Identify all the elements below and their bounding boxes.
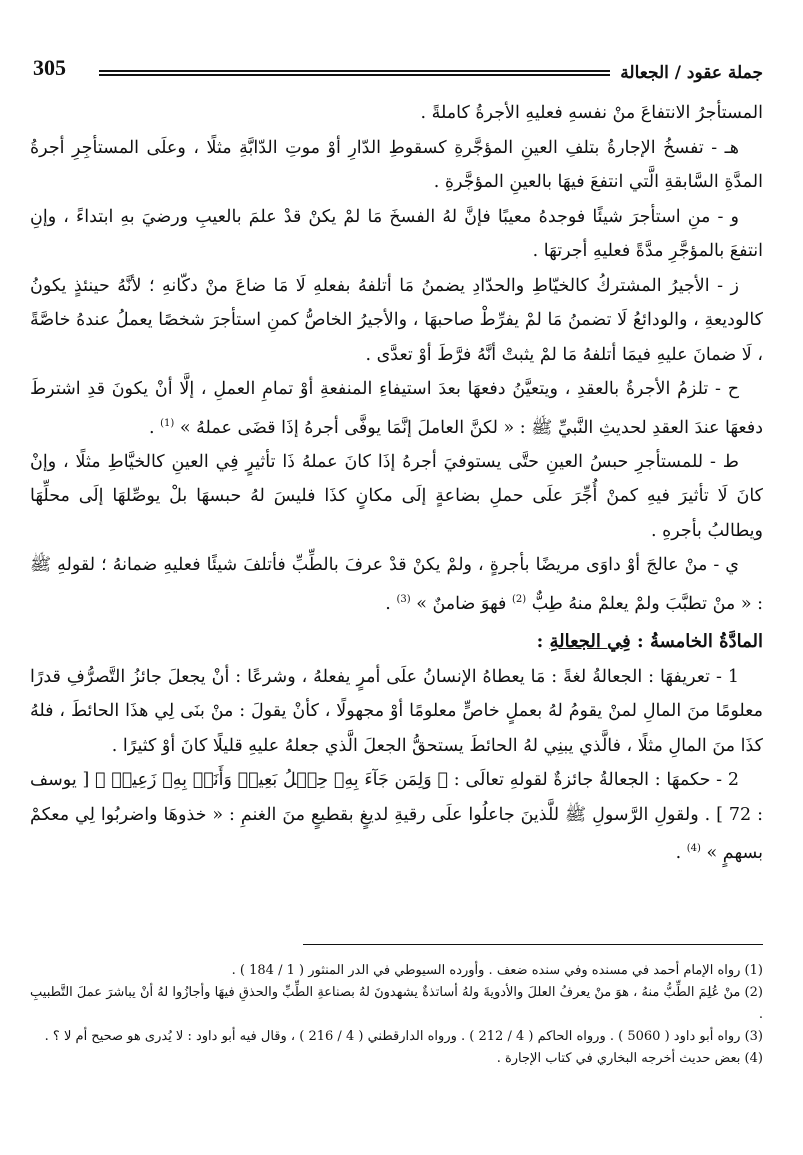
paragraph-zay: ز - الأجيرُ المشتركُ كالخيّاطِ والحدّادِ يضمنُ مَا أتلفهُ بفعلهِ لَا مَا ضاعَ منْ دكّانهِ ؛ لأنَّهُ حينئذٍ يكونُ كالوديعةِ ، والودائعُ لَا تضمنُ مَا لمْ يفرِّطْ صاحبهَا ، والأجيرُ الخاصُّ كمنِ استأجرَ شخصًا يعملُ عندهُ خاصَّةً ، لَا ضمانَ عليهِ فيمَا أتلفهُ مَا لمْ يثبتْ أنَّهُ فرَّطَ أوْ تعدَّى . bbox=[30, 275, 763, 365]
paragraph-ha2 bbox=[30, 372, 763, 445]
paragraph-tah: ط - للمستأجرِ حبسُ العينِ حتَّى يستوفيَ أجرهُ إذَا كانَ عملهُ ذَا تأثيرٍ فِي العينِ كالخيَّاطِ مثلًا ، وإنْ كانَ لَا تأثيرَ فيهِ كمنْ أُجِّرَ علَى حملِ بضاعةٍ إلَى مكانٍ كذَا فليسَ لهُ حبسهَا بلْ يوصِّلهَا إلَى محلِّهَا ويطالبُ بأجرهِ . bbox=[30, 451, 763, 541]
heading-end: : bbox=[536, 631, 550, 653]
footnote-ref[interactable]: (3) bbox=[396, 593, 411, 605]
page-number: 305 bbox=[33, 55, 66, 80]
paragraph-end: . bbox=[675, 842, 687, 863]
header-rule bbox=[99, 70, 610, 76]
paragraph-definition: 1 - تعريفهَا : الجعالةُ لغةً : مَا يعطاهُ الإنسانُ علَى أمرٍ يفعلهُ ، وشرعًا : أنْ يجعلَ جائزُ التَّصرُّفِ قدرًا معلومًا منَ المالِ لمنْ يقومُ لهُ بعملٍ خاصٍّ معلومًا أوْ مجهولًا ، كأنْ يقولَ : منْ بنَى لِي هذَا الحائطَ ، فلهُ كذَا منَ المالِ مثلًا ، فالَّذي يبنِي لهُ الحائطَ يستحقُّ الجعلَ الَّذي جعلهُ عليهِ قليلًا كانَ أوْ كثيرًا . bbox=[30, 666, 763, 756]
footnote-ref[interactable]: (1) bbox=[160, 417, 175, 429]
footnote-1: (1) رواه الإمام أحمد في مسنده وفي سنده ضعف . وأورده السيوطي في الدر المنثور ( 1 / 184 ) . bbox=[231, 963, 763, 978]
running-title: جملة عقود / الجعالة bbox=[620, 63, 763, 83]
section-heading bbox=[30, 625, 763, 660]
paragraph-text: ي - منْ عالجَ أوْ داوَى مريضًا بأجرةٍ ، ولمْ يكنْ قدْ عرفَ بالطِّبِّ فأتلفَ شيئًا فعليهِ ضمانهُ ؛ لقولهِ ﷺ : « منْ تطبَّبَ ولمْ يعلمْ منهُ طِبٌّ bbox=[30, 555, 763, 614]
page-header bbox=[33, 55, 763, 91]
footnote-ref[interactable]: (4) bbox=[686, 843, 701, 855]
footnote-ref[interactable]: (2) bbox=[511, 593, 527, 605]
paragraph-continuation: المستأجرُ الانتفاعَ منْ نفسهِ فعليهِ الأجرةُ كاملةً . bbox=[420, 103, 763, 123]
paragraph-text: 2 - حكمهَا : الجعالةُ جائزةٌ لقولهِ تعالَى : ﴿ وَلِمَن جَآءَ بِهِۦ حِمۡلُ بَعِيرٖ وَأَنَا۠ بِهِۦ زَعِيمٞ ﴾ [ يوسف : 72 ] . ولقولِ الرَّسولِ ﷺ للَّذينَ جاعلُوا علَى رقيةِ لديغٍ بقطيعٍ منَ الغنمِ : « خذوهَا واضربُوا لِي معكمْ بسهمٍ » bbox=[30, 770, 763, 863]
paragraph-waw: و - منِ استأجرَ شيئًا فوجدهُ معيبًا فإنَّ لهُ الفسخَ مَا لمْ يكنْ قدْ علمَ بالعيبِ ورضيَ بهِ ابتداءً ، وإنِ انتفعَ بالمؤجَّرِ مدَّةً فعليهِ أجرتهَا . bbox=[30, 206, 763, 261]
paragraph-text: ح - تلزمُ الأجرةُ بالعقدِ ، ويتعيَّنُ دفعهَا بعدَ استيفاءِ المنفعةِ أوْ تمامِ العملِ ، إلَّا أنْ يكونَ قدِ اشترطَ دفعهَا عندَ العقدِ لحديثِ النَّبيِّ ﷺ : « لكنَّ العاملَ إنَّمَا يوفَّى أجرهُ إذَا قضَى عملهُ » bbox=[30, 379, 763, 438]
footnotes bbox=[30, 960, 763, 1070]
paragraph-text: فهوَ ضامنٌ » bbox=[416, 593, 512, 614]
footnote-2: (2) منْ عُلِمَ الطِّبُّ منهُ ، هوَ منْ يعرفُ العللَ والأدويةَ ولهُ أساتذةٌ يشهدونَ لهُ بصناعةِ الطِّبِّ والحذقِ فيهَا وأجازُوا لهُ أنْ يباشرَ عملَ التَّطبيبِ . bbox=[30, 985, 763, 1022]
paragraph-ha: هـ - تفسخُ الإجارةُ بتلفِ العينِ المؤجَّرةِ كسقوطِ الدّارِ أوْ موتِ الدّابَّةِ مثلًا ، وعلَى المستأجِرِ أجرةُ المدَّةِ السَّابقةِ الَّتي انتفعَ فيهَا بالعينِ المؤجَّرةِ . bbox=[30, 137, 763, 192]
heading-topic: فِي الجعالةِ bbox=[549, 631, 631, 653]
paragraph-end: . bbox=[149, 417, 161, 438]
paragraph-end: . bbox=[385, 593, 397, 614]
paragraph-ya bbox=[30, 548, 763, 621]
footnote-3: (3) رواه أبو داود ( 5060 ) . ورواه الحاكم ( 4 / 212 ) . ورواه الدارقطني ( 4 / 216 ) ، وقال فيه أبو داود : لا يُدرى هو صحيح أم لا ؟ . bbox=[44, 1029, 763, 1044]
footnote-4: (4) بعض حديث أخرجه البخاري في كتاب الإجارة . bbox=[496, 1051, 763, 1066]
footnote-divider bbox=[303, 944, 763, 945]
main-text bbox=[30, 96, 763, 870]
heading-label: المادَّةُ الخامسةُ : bbox=[630, 631, 763, 653]
paragraph-ruling bbox=[30, 763, 763, 870]
